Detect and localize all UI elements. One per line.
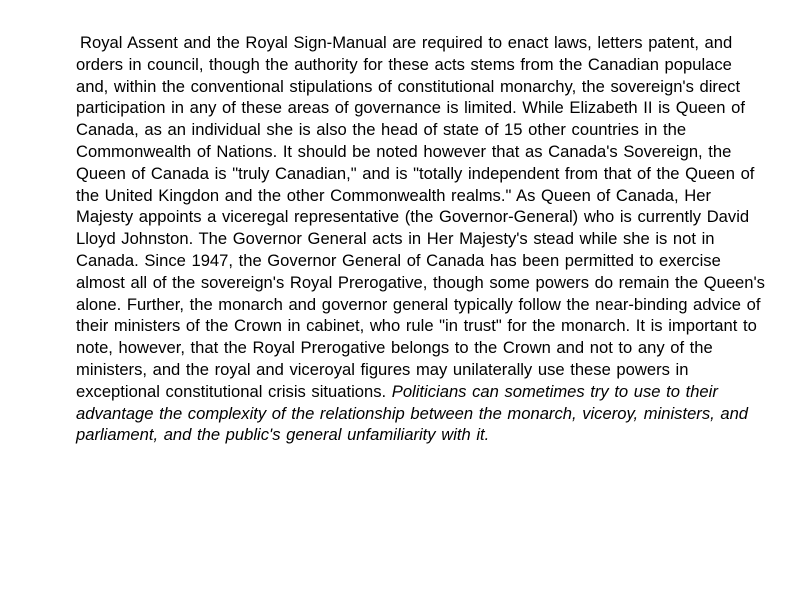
body-paragraph (76, 32, 766, 446)
body-text-block (76, 32, 766, 446)
italic-closing-text: Politicians can sometimes try to use to their advantage the complexity of the relationship between the monarch, viceroy, ministers, and parliament, and the public's general unfamiliarity with it. (76, 381, 749, 445)
main-text: Royal Assent and the Royal Sign-Manual are required to enact laws, letters patent, and orders in council, though the authority for these acts stems from the Canadian populace and, within the conventional stipulations of constitutional monarchy, the sovereign's direct participation in any of these areas of governance is limited. While Elizabeth II is Queen of Canada, as an individual she is also the head of state of 15 other countries in the Commonwealth of Nations. It should be noted however that as Canada's Sovereign, the Queen of Canada is "truly Canadian," and is "totally independent from that of the Queen of the United Kingdon and the other Commonwealth realms." As Queen of Canada, Her Majesty appoints a viceregal representative (the Governor-General) who is currently David Lloyd Johnston. The Governor General acts in Her Majesty's stead while she is not in Canada. Since 1947, the Governor General of Canada has been permitted to exercise almost all of the sovereign's Royal Prerogative, though some powers do remain the Queen's alone. Further, the monarch and governor general typically follow the near-binding advice of their ministers of the Crown in cabinet, who rule "in trust" for the monarch. It is important to note, however, that the Royal Prerogative belongs to the Crown and not to any of the ministers, and the royal and viceroyal figures may unilaterally use these powers in exceptional constitutional crisis situations. (76, 33, 765, 401)
